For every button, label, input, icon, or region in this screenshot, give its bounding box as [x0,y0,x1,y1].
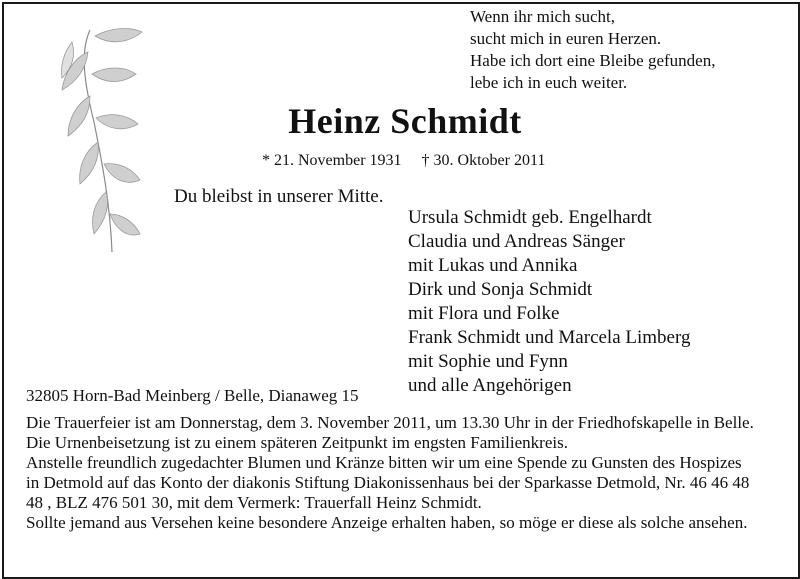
notice-remark: Sollte jemand aus Versehen keine besondere Anzeige erhalten haben, so möge er diese als solche ansehen. [26,513,748,532]
leaf-branch-icon [50,22,160,262]
death-date: † 30. Oktober 2011 [421,152,546,169]
mourner-line: Frank Schmidt und Marcela Limberg [408,327,691,348]
mourner-line: Ursula Schmidt geb. Engelhardt [408,207,652,228]
poem-line: lebe ich in euch weiter. [470,73,628,92]
urn-info: Die Urnenbeisetzung ist zu einem späteren Zeitpunkt im engsten Familienkreis. [26,433,568,452]
mourner-line: mit Flora und Folke [408,303,560,324]
mourners-list [408,206,690,398]
life-dates [262,152,545,170]
mourner-line: und alle Angehörigen [408,375,572,396]
mourner-line: Dirk und Sonja Schmidt [408,279,593,300]
mourner-line: Claudia und Andreas Sänger [408,231,625,252]
address: 32805 Horn-Bad Meinberg / Belle, Dianaweg 15 [26,386,359,405]
poem [470,6,715,94]
poem-line: sucht mich in euren Herzen. [470,29,662,48]
motto: Du bleibst in unserer Mitte. [174,186,384,207]
notice-body [26,413,756,533]
donation-info: Anstelle freundlich zugedachter Blumen und Kränze bitten wir um eine Spende zu Gunsten des Hospizes in Detmold auf das Konto der diakonis Stiftung Diakonissenhaus bei der Sparkasse Detmold, Nr. 46 46 48 48 , BLZ 476 501 30, mit dem Vermerk: Trauerfall Heinz Schmidt. [26,453,750,512]
mourner-line: mit Sophie und Fynn [408,351,568,372]
deceased-name: Heinz Schmidt [288,101,522,141]
birth-date: * 21. November 1931 [262,152,402,169]
poem-line: Habe ich dort eine Bleibe gefunden, [470,51,716,70]
poem-line: Wenn ihr mich sucht, [470,7,615,26]
mourner-line: mit Lukas und Annika [408,255,578,276]
funeral-info: Die Trauerfeier ist am Donnerstag, dem 3. November 2011, um 13.30 Uhr in der Friedhofskapelle in Belle. [26,413,754,432]
